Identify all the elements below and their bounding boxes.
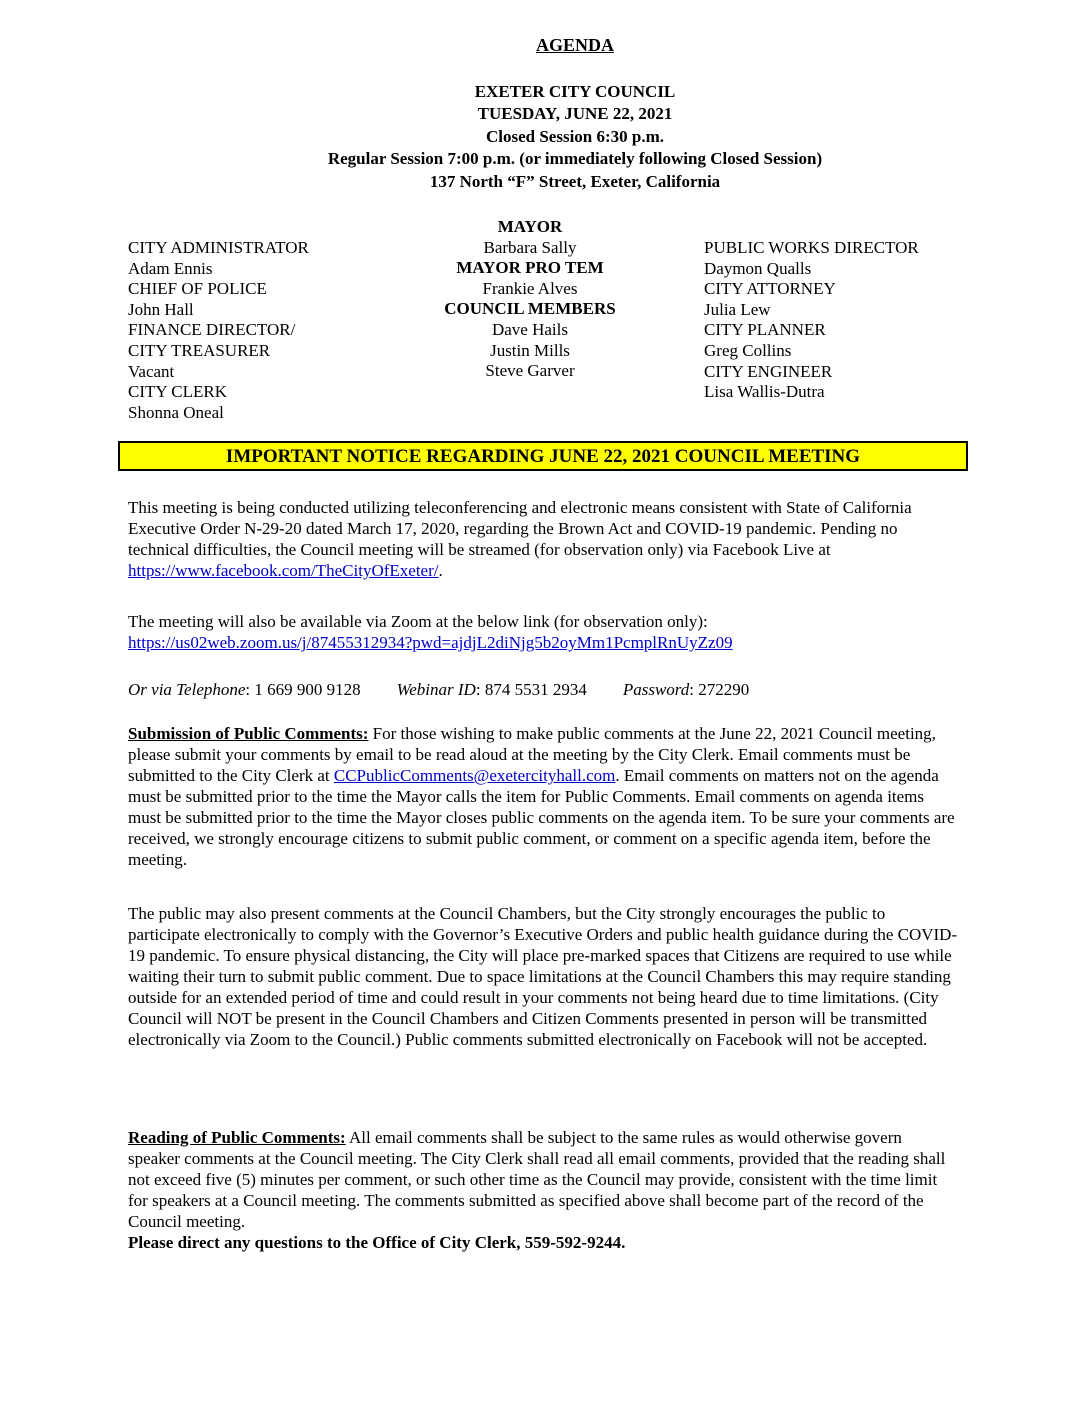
roster-left-column (128, 238, 309, 423)
roster-entry: Daymon Qualls (704, 258, 812, 278)
roster-heading: MAYOR PRO TEM (456, 258, 604, 278)
reading-heading: Reading of Public Comments: (128, 1128, 346, 1147)
roster-entry: CITY CLERK (128, 382, 228, 402)
council-name: EXETER CITY COUNCIL (474, 82, 676, 101)
webinar-id-value: : 874 5531 2934 (475, 680, 587, 699)
roster-entry: CHIEF OF POLICE (128, 279, 267, 299)
webinar-id-label: Webinar ID (396, 680, 476, 699)
roster-entry: CITY ENGINEER (704, 361, 833, 381)
roster-entry: CITY TREASURER (128, 340, 271, 360)
zoom-text: The meeting will also be available via Zoom at the below link (for observation only): (128, 612, 708, 631)
email-link[interactable]: CCPublicComments@exetercityhall.com (333, 766, 616, 785)
roster-right-column (704, 238, 919, 403)
roster-entry: John Hall (128, 299, 194, 319)
meeting-address: 137 North “F” Street, Exeter, California (429, 172, 721, 191)
telephone-label: Or via Telephone (128, 680, 246, 699)
important-notice-banner: IMPORTANT NOTICE REGARDING JUNE 22, 2021 COUNCIL MEETING (118, 441, 968, 471)
roster-entry: CITY PLANNER (704, 320, 826, 340)
telephone-details (128, 679, 749, 700)
roster-middle-column (410, 217, 650, 382)
closing-contact: Please direct any questions to the Office of City Clerk, 559-592-9244. (128, 1233, 626, 1252)
zoom-link[interactable]: https://us02web.zoom.us/j/87455312934?pwd=ajdjL2diNjg5b2oyMm1PcmplRnUyZz09 (128, 633, 733, 652)
submission-heading: Submission of Public Comments: (128, 724, 369, 743)
roster-entry: Vacant (128, 361, 175, 381)
meeting-date: TUESDAY, JUNE 22, 2021 (477, 104, 673, 123)
roster-entry: Barbara Sally (483, 237, 577, 257)
closed-session-time: Closed Session 6:30 p.m. (485, 127, 665, 146)
roster-entry: PUBLIC WORKS DIRECTOR (704, 238, 919, 257)
intro-paragraph: This meeting is being conducted utilizing teleconferencing and electronic means consistent with State of California Executive Order N-29-20 dated March 17, 2020, regarding the Brown Act and COVID-19 pandemic. Pending no technical difficulties, the Council meeting will be streamed (for observation only) via Facebook Live at https://www.facebook.com/TheCityOfExeter/. (128, 498, 912, 580)
facebook-link[interactable]: https://www.facebook.com/TheCityOfExeter/ (128, 561, 439, 580)
intro-text: This meeting is being conducted utilizing teleconferencing and electronic means consistent with State of California Executive Order N-29-20 dated March 17, 2020, regarding the Brown Act and COVID-19 pandemic. Pending no technical difficulties, the Council meeting will be streamed (for observation only) via Facebook Live at (128, 498, 912, 559)
officials-roster (128, 217, 968, 427)
roster-heading: MAYOR (497, 217, 563, 236)
roster-entry: Steve Garver (485, 361, 575, 381)
roster-entry: FINANCE DIRECTOR/ (128, 320, 296, 340)
zoom-paragraph (128, 611, 958, 653)
roster-entry: Dave Hails (491, 319, 568, 339)
telephone-number: : 1 669 900 9128 (245, 680, 361, 699)
in-person-paragraph: The public may also present comments at the Council Chambers, but the City strongly encourages the public to participate electronically to comply with the Governor’s Executive Orders and public health guidance during the COVID-19 pandemic. To ensure physical distancing, the City will place pre-marked spaces that Citizens are required to use while waiting their turn to submit public comment. Due to space limitations at the Council Chambers this may require standing outside for an extended period of time and could result in your comments not being heard due to time limitations. (City Council will NOT be present in the Council Chambers and Citizen Comments presented in person will be transmitted electronically via Zoom to the Council.) Public comments submitted electronically on Facebook will not be accepted. (128, 904, 958, 1049)
password-label: Password (622, 680, 690, 699)
roster-entry: Shonna Oneal (128, 402, 224, 422)
roster-entry: Greg Collins (704, 340, 792, 360)
regular-session-time: Regular Session 7:00 p.m. (or immediately following Closed Session) (327, 149, 823, 168)
roster-entry: Lisa Wallis-Dutra (704, 382, 825, 402)
password-value: : 272290 (689, 680, 750, 699)
roster-entry: CITY ATTORNEY (704, 279, 836, 299)
roster-entry: Adam Ennis (128, 258, 213, 278)
reading-paragraph: Reading of Public Comments: All email comments shall be subject to the same rules as would otherwise govern speaker comments at the Council meeting. The City Clerk shall read all email comments, provided that the reading shall not exceed five (5) minutes per comment, or such other time as the Council may provide, consistent with the time limit for speakers at a Council meeting. The comments submitted as specified above shall become part of the record of the Council meeting. Please direct any questions to the Office of City Clerk, 559-592-9244. (128, 1127, 958, 1253)
agenda-title: AGENDA (535, 35, 614, 55)
roster-heading: COUNCIL MEMBERS (444, 299, 616, 319)
roster-entry: Julia Lew (704, 299, 771, 319)
submission-paragraph: Submission of Public Comments: For those wishing to make public comments at the June 22, 2021 Council meeting, please submit your comments by email to be read aloud at the meeting by the City Clerk. Email comments must be submitted to the City Clerk at CCPublicComments@exetercityhall.com. Email comments on matters not on the agenda must be submitted prior to the time the Mayor calls the item for Public Comments. Email comments on agenda items must be submitted prior to the time the Mayor closes public comments on the agenda item. To be sure your comments are received, we strongly encourage citizens to submit public comment, or comment on a specific agenda item, before the meeting. (128, 724, 955, 869)
roster-entry: CITY ADMINISTRATOR (128, 238, 309, 257)
roster-entry: Justin Mills (490, 340, 570, 360)
roster-entry: Frankie Alves (482, 278, 578, 298)
